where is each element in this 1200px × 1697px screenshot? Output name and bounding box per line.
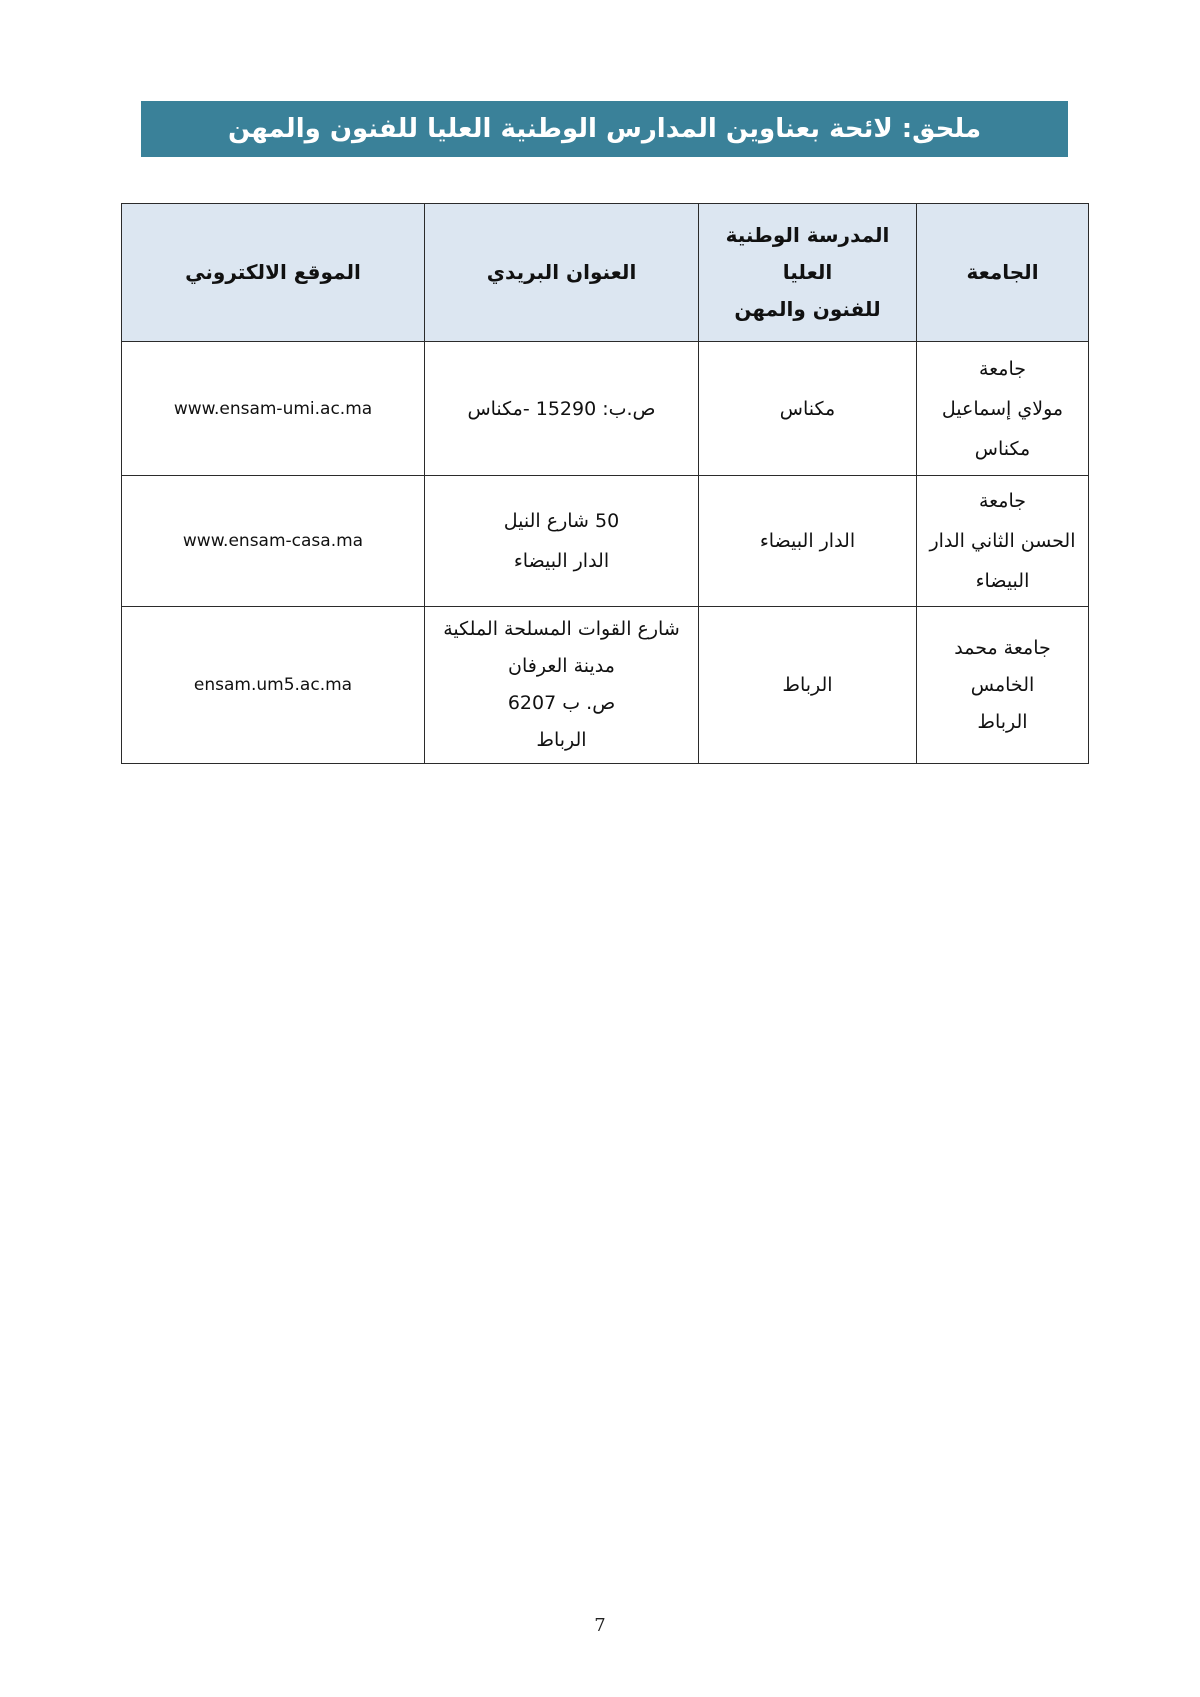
cell-school: الرباط (699, 607, 917, 764)
table-row (122, 607, 1089, 764)
title-banner (141, 101, 1068, 157)
cell-university: جامعة مولاي إسماعيل مكناس (917, 342, 1089, 476)
schools-table (121, 203, 1089, 764)
cell-website-link[interactable]: ensam.um5.ac.ma (122, 607, 425, 764)
cell-university: جامعة الحسن الثاني الدار البيضاء (917, 476, 1089, 607)
page-title: ملحق: لائحة بعناوين المدارس الوطنية العليا للفنون والمهن (227, 114, 982, 144)
header-website: الموقع الالكتروني (122, 204, 425, 342)
header-school: المدرسة الوطنية العليا للفنون والمهن (699, 204, 917, 342)
header-address: العنوان البريدي (425, 204, 699, 342)
header-university: الجامعة (917, 204, 1089, 342)
cell-school: مكناس (699, 342, 917, 476)
cell-address: 50 شارع النيل الدار البيضاء (425, 476, 699, 607)
header-row (122, 204, 1089, 342)
table-row (122, 476, 1089, 607)
cell-address: ص.ب: 15290 -مكناس (425, 342, 699, 476)
page-number: 7 (594, 1615, 606, 1636)
table-row (122, 342, 1089, 476)
cell-school: الدار البيضاء (699, 476, 917, 607)
cell-website-link[interactable]: www.ensam-casa.ma (122, 476, 425, 607)
cell-university: جامعة محمد الخامس الرباط (917, 607, 1089, 764)
cell-website-link[interactable]: www.ensam-umi.ac.ma (122, 342, 425, 476)
table-header (122, 204, 1089, 342)
cell-address: شارع القوات المسلحة الملكية مدينة العرفان ص. ب 6207 الرباط (425, 607, 699, 764)
